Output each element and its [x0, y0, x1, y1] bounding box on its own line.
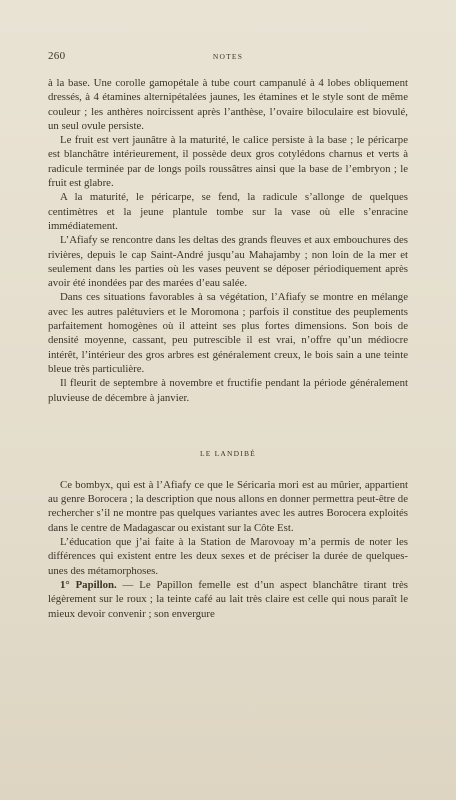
body-text: [48, 76, 408, 621]
paragraph-papillon: [48, 578, 408, 621]
section-title: LE LANDIBÉ: [200, 448, 256, 458]
run-in-heading: 1° Papillon.: [60, 578, 117, 591]
paragraph: A la maturité, le péricarpe, se fend, la radicule s’allonge de quelques centimètres et la jeune plantule tombe sur la vase où elle s’enracine immédiatement.: [48, 191, 408, 232]
paragraph: Le fruit est vert jaunâtre à la maturité, le calice persiste à la base ; le péricarpe est blanchâtre intérieurement, il possède deux gros cotylédons charnus et verts à radicule terminée par de longs poils roussâtres ainsi que la base de l’embryon ; le fruit est glabre.: [48, 134, 408, 190]
page-header: [48, 50, 408, 66]
paragraph: Il fleurit de septembre à novembre et fructifie pendant la période généralement pluvieuse de décembre à janvier.: [48, 377, 408, 404]
paragraph: L’éducation que j’ai faite à la Station de Marovoay m’a permis de noter les différences qui existent entre les deux sexes et de préciser la durée de quelques-unes des métamorphoses.: [48, 536, 408, 577]
running-head: NOTES: [212, 52, 244, 61]
paragraph-text: — Le Papillon femelle est d’un aspect blanchâtre tirant très légèrement sur le roux ; la teinte café au lait très claire est celle qui nous paraît le mieux devoir convenir ; son envergure: [48, 578, 408, 620]
paragraph: à la base. Une corolle gamopétale à tube court campanulé à 4 lobes obliquement dressés, à 4 étamines alternipétalées jaunes, les étamines et le style sont de même couleur ; les anthères noircissent après l’anthèse, l’ovaire biloculaire est biovulé, un seul ovule persiste.: [48, 77, 408, 132]
paragraph: L’Afiafy se rencontre dans les deltas des grands fleuves et aux embouchures des rivières, depuis le cap Saint-André jusqu’au Mahajamby ; non loin de la mer et seulement dans les parties où les vases peuvent se déposer périodiquement après avoir été inondées par des marées d’eau salée.: [48, 234, 408, 290]
spacer: [48, 458, 408, 478]
paragraph: Dans ces situations favorables à sa végétation, l’Afiafy se montre en mélange avec les autres palétuviers et le Moromona ; parfois il constitue des peuplements parfaitement homogènes où il atteint ses plus fortes dimensions. Son bois de densité moyenne, cassant, peu putrescible il est vrai, n’offre qu’un médiocre intérêt, l’intérieur des gros arbres est généralement creux, le bois sain a une teinte bleue très particulière.: [48, 291, 408, 375]
paragraph: Ce bombyx, qui est à l’Afiafy ce que le Séricaria mori est au mûrier, appartient au genre Borocera ; la description que nous allons en donner permettra peut-être de rechercher s’il ne montre pas quelques variantes avec les autres Borocera exploités dans le centre de Madagascar ou existant sur la Côte Est.: [48, 478, 408, 534]
spacer: [48, 405, 408, 449]
page-number: 260: [48, 50, 66, 62]
